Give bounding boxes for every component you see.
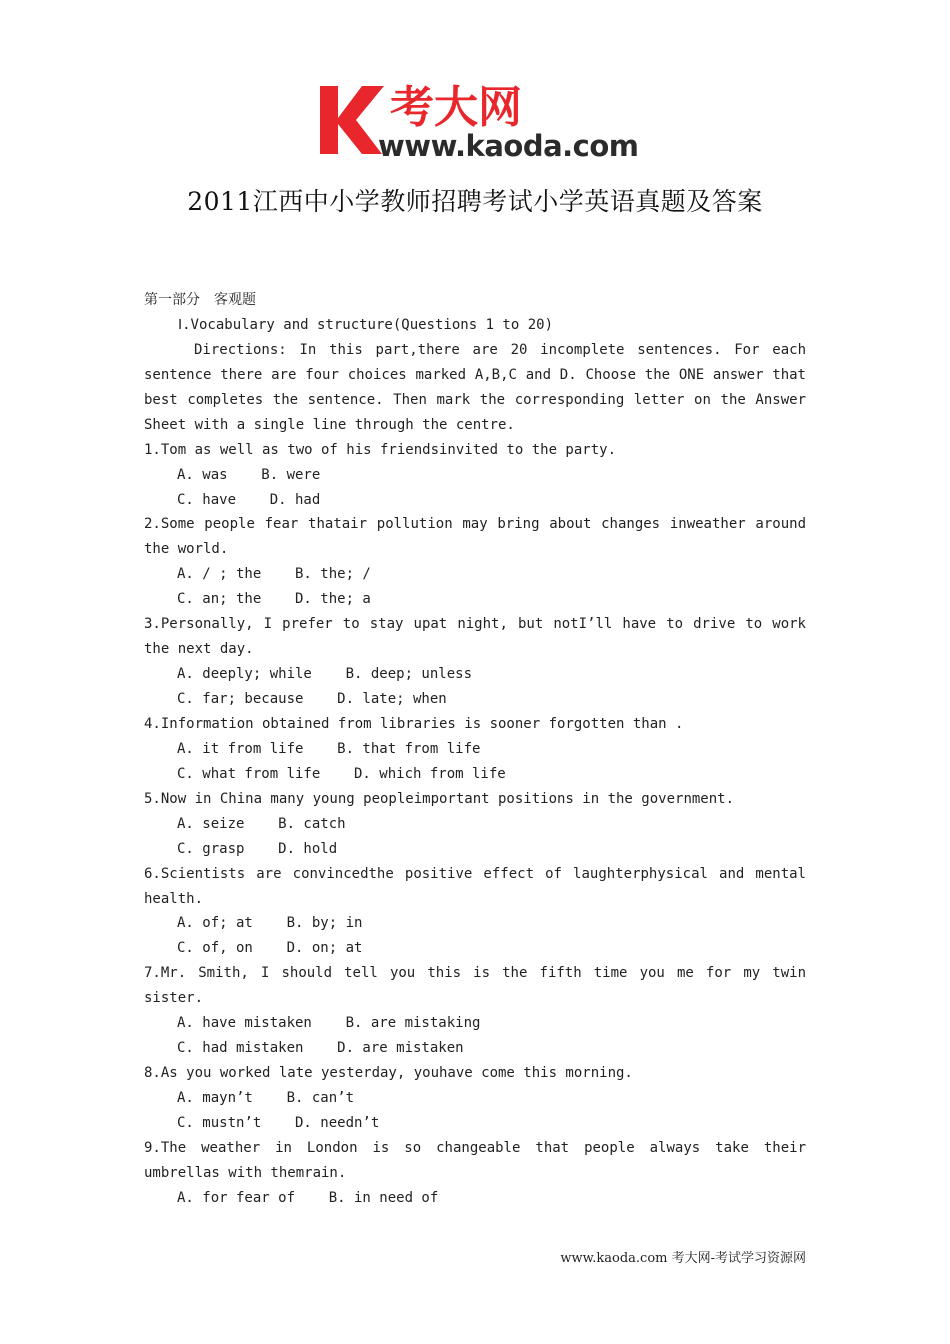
answer-options: A. mayn’t B. can’t bbox=[177, 1090, 355, 1106]
answer-options: A. seize B. catch bbox=[177, 815, 346, 832]
answer-options: A. deeply; while B. deep; unless bbox=[177, 666, 473, 683]
document-body bbox=[144, 288, 806, 1211]
answer-options: A. have mistaken B. are mistaking bbox=[177, 1015, 481, 1032]
directions-line: best completes the sentence. Then mark the corresponding letter on the Answer bbox=[144, 391, 806, 408]
question-text: 5.Now in China many young peopleimportant positions in the government. bbox=[144, 790, 735, 807]
question-text: 9.The weather in London is so changeable that people always take their bbox=[144, 1139, 806, 1156]
question-text: 6.Scientists are convincedthe positive effect of laughterphysical and mental bbox=[144, 865, 806, 882]
question-text: 2.Some people fear thatair pollution may bring about changes inweather around bbox=[144, 516, 806, 533]
question-text: 1.Tom as well as two of his friendsinvited to the party. bbox=[144, 441, 617, 458]
logo-k-mark bbox=[320, 86, 384, 154]
page-title: 2011江西中小学教师招聘考试小学英语真题及答案 bbox=[187, 187, 763, 216]
answer-options: C. an; the D. the; a bbox=[177, 591, 371, 608]
answer-options: C. far; because D. late; when bbox=[177, 691, 447, 707]
part-title: 第一部分 客观题 bbox=[144, 292, 256, 308]
directions-line: Directions: In this part,there are 20 incomplete sentences. For each bbox=[194, 341, 806, 358]
answer-options: C. mustn’t D. needn’t bbox=[177, 1114, 380, 1131]
answer-options: C. grasp D. hold bbox=[177, 840, 338, 857]
answer-options: C. of, on D. on; at bbox=[177, 940, 363, 957]
logo-url-text: www.kaoda.com bbox=[378, 129, 638, 162]
question-text: 8.As you worked late yesterday, youhave come this morning. bbox=[144, 1065, 633, 1082]
question-text: 7.Mr. Smith, I should tell you this is the fifth time you me for my twin bbox=[144, 965, 806, 982]
question-text: 4.Information obtained from libraries is sooner forgotten than . bbox=[144, 715, 684, 732]
kaoda-logo bbox=[318, 78, 638, 162]
answer-options: C. had mistaken D. are mistaken bbox=[177, 1040, 464, 1057]
question-text: health. bbox=[144, 890, 204, 907]
directions-line: Sheet with a single line through the centre. bbox=[144, 416, 515, 433]
answer-options: A. for fear of B. in need of bbox=[177, 1189, 439, 1206]
answer-options: A. it from life B. that from life bbox=[177, 740, 481, 757]
answer-options: A. of; at B. by; in bbox=[177, 915, 363, 932]
question-text: umbrellas with themrain. bbox=[144, 1164, 347, 1181]
question-text: 3.Personally, I prefer to stay upat night, but notI’ll have to drive to work bbox=[144, 616, 806, 633]
logo-graphic bbox=[318, 78, 638, 162]
answer-options: A. was B. were bbox=[177, 466, 321, 483]
directions-line: sentence there are four choices marked A,B,C and D. Choose the ONE answer that bbox=[144, 366, 806, 383]
question-list bbox=[144, 438, 806, 1211]
answer-options: C. what from life D. which from life bbox=[177, 765, 506, 782]
section-heading: Ⅰ.Vocabulary and structure(Questions 1 to 20) bbox=[178, 316, 553, 333]
logo-cn-text: 考大网 bbox=[390, 82, 522, 133]
question-text: the next day. bbox=[144, 641, 254, 658]
page-footer: www.kaoda.com 考大网-考试学习资源网 bbox=[560, 1251, 806, 1266]
answer-options: A. / ; the B. the; / bbox=[177, 566, 371, 583]
question-text: the world. bbox=[144, 541, 229, 558]
question-text: sister. bbox=[144, 990, 204, 1007]
answer-options: C. have D. had bbox=[177, 491, 321, 508]
